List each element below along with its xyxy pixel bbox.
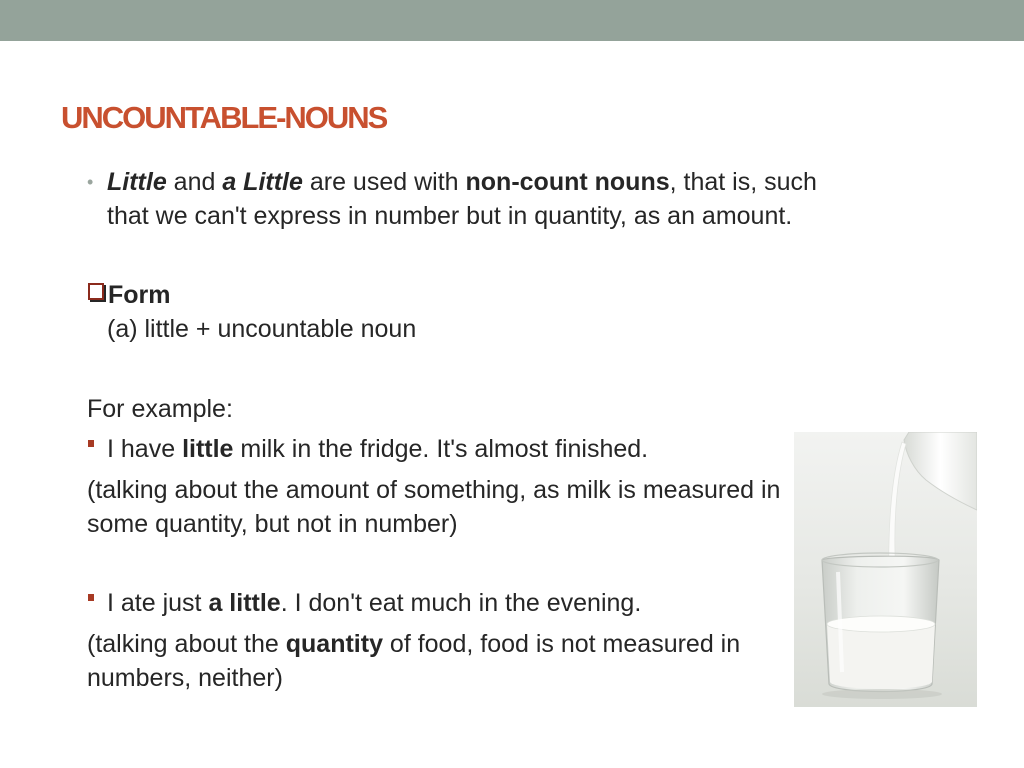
square-bullet-icon [88, 440, 94, 447]
example-text: milk in the fridge. It's almost finished. [233, 435, 649, 463]
example-text: (talking about the [87, 630, 286, 658]
term-little: Little [107, 168, 167, 196]
top-bar [0, 0, 1024, 41]
form-rule: (a) little + uncountable noun [107, 315, 417, 343]
milk-pouring-icon [794, 432, 977, 707]
for-example-label: For example: [87, 395, 233, 423]
example-text: . I don't eat much in the evening. [280, 589, 642, 617]
example-1-sentence [107, 432, 648, 466]
intro-line-2: that we can't express in number but in quantity, as an amount. [107, 202, 793, 230]
square-bullet-icon [88, 594, 94, 601]
example-2-note-line-2: numbers, neither) [87, 664, 283, 692]
intro-text: , that is, such [669, 168, 817, 196]
intro-text: and [166, 168, 223, 196]
bullet-dot: • [87, 172, 94, 192]
example-2-note-line-1 [87, 627, 740, 661]
example-bold: little [182, 435, 234, 463]
term-a-little: a Little [222, 168, 303, 196]
checkbox-bullet-icon [88, 283, 104, 300]
example-1-note-line-1: (talking about the amount of something, as milk is measured in [87, 476, 781, 504]
example-text: of food, food is not measured in [382, 630, 741, 658]
milk-glass-photo [794, 432, 977, 707]
example-text: I ate just [107, 589, 209, 617]
example-text: I have [107, 435, 183, 463]
example-bold: quantity [285, 630, 383, 658]
intro-line-1 [107, 165, 817, 199]
intro-text: are used with [302, 168, 466, 196]
example-bold: a little [208, 589, 281, 617]
term-non-count-nouns: non-count nouns [465, 168, 670, 196]
form-heading: Form [108, 281, 171, 309]
example-2-sentence [107, 586, 641, 620]
example-1-note-line-2: some quantity, but not in number) [87, 510, 458, 538]
slide-title: UNCOUNTABLE-NOUNS [61, 100, 387, 135]
